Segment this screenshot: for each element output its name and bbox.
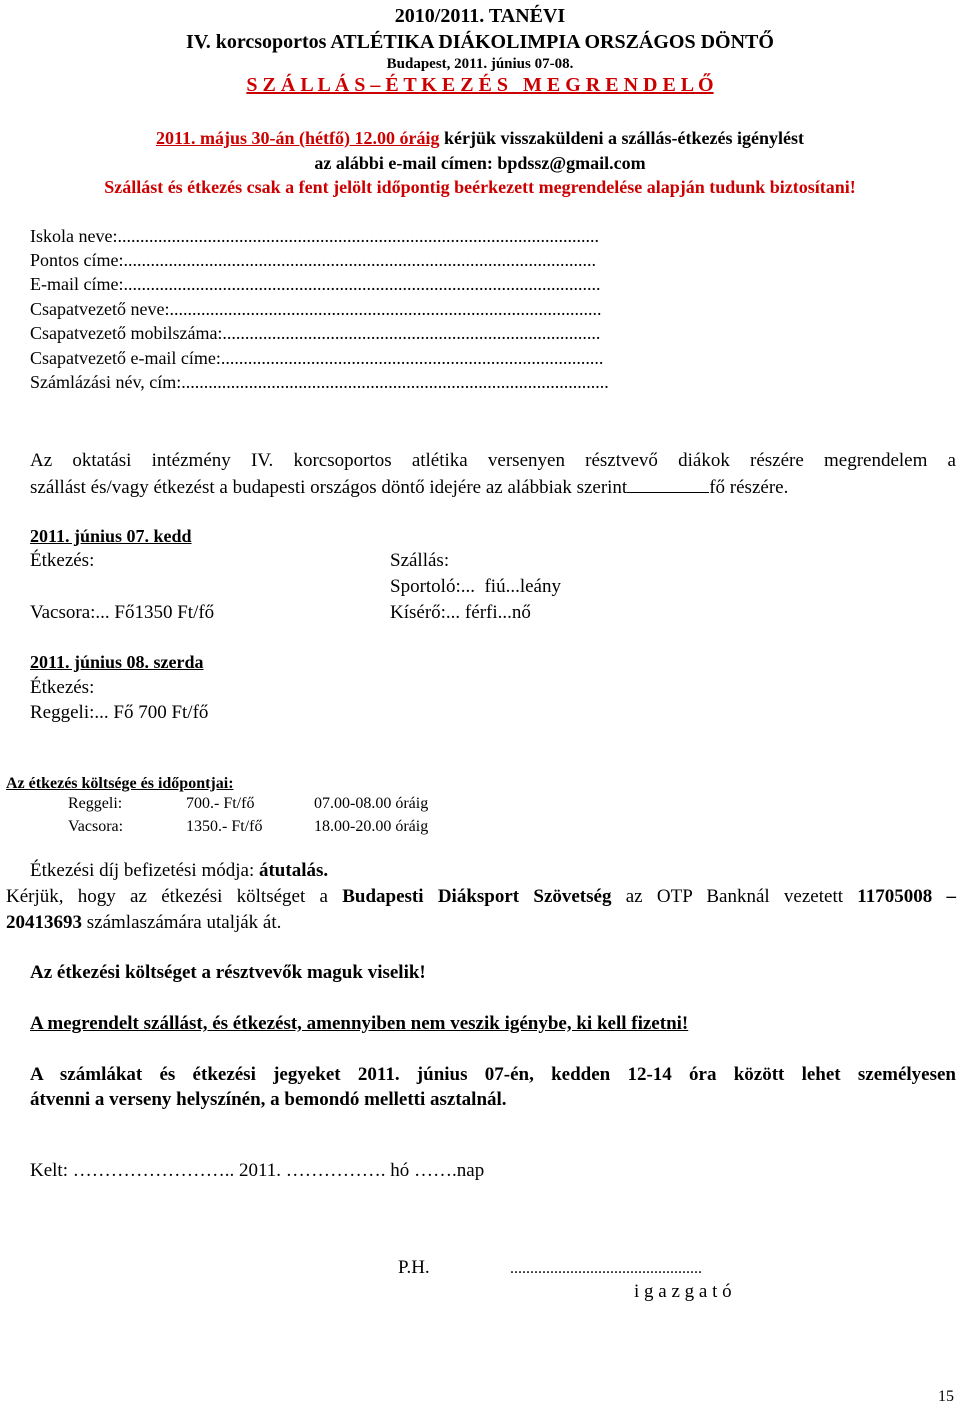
field-address[interactable]: Pontos címe:......................................................................................................... [30, 250, 596, 270]
deadline-email-line: az alábbi e-mail címen: bpdssz@gmail.com [314, 153, 646, 173]
cost-time: 07.00-08.00 óráig [314, 795, 429, 812]
field-team-leader-mobile[interactable]: Csapatvezető mobilszáma:.................................................................................... [30, 323, 601, 343]
payment-method-label: Étkezési díj befizetési módja: [30, 860, 259, 881]
page-number: 15 [938, 1388, 954, 1405]
payment-text-e: számlaszámára utalják át. [82, 912, 282, 933]
day1-date: 2011. június 07. kedd [30, 526, 192, 546]
cost-time: 18.00-20.00 óráig [314, 818, 429, 835]
table-row [68, 795, 428, 818]
note-pickup-line-1: A számlákat és étkezési jegyeket 2011. június 07-én, kedden 12-14 óra között lehet személyesen [30, 1064, 956, 1085]
account-number-part-2: 20413693 [6, 912, 82, 933]
intro-line-1: Az oktatási intézmény IV. korcsoportos atlétika versenyen résztvevő diákok részére megrendelem a [30, 450, 956, 471]
account-number-part-1: 11705008 – [857, 886, 957, 907]
field-team-leader-name[interactable]: Csapatvezető neve:................................................................................................ [30, 299, 602, 319]
cost-meal: Reggeli: [68, 795, 123, 812]
payment-text-a: Kérjük, hogy az étkezési költséget a [6, 886, 343, 907]
cost-meal: Vacsora: [68, 818, 124, 835]
signature-date-line[interactable]: Kelt: …………………….. 2011. ……………. hó …….nap [30, 1160, 485, 1181]
note-self-paid: Az étkezési költséget a résztvevők maguk viselik! [30, 962, 426, 983]
field-email[interactable]: E-mail címe:.......................................................................................................... [30, 274, 601, 294]
field-team-leader-email[interactable]: Csapatvezető e-mail címe:..................................................................................... [30, 348, 604, 368]
note-must-pay: A megrendelt szállást, és étkezést, amennyiben nem veszik igénybe, ki kell fizetni! [30, 1013, 689, 1034]
field-school-name[interactable]: Iskola neve:........................................................................................................... [30, 226, 599, 246]
event-title: IV. korcsoportos ATLÉTIKA DIÁKOLIMPIA ORSZÁGOS DÖNTŐ [186, 31, 774, 53]
day1-companion-lodging[interactable]: Kísérő:... férfi...nő [390, 602, 531, 623]
day1-meal-label: Étkezés: [30, 550, 95, 571]
signature-line[interactable]: ................................................ [510, 1260, 702, 1277]
deadline-warning: Szállást és étkezés csak a fent jelölt időpontig beérkezett megrendelése alapján tudunk biztosítani! [104, 177, 856, 197]
note-pickup-line-2: átvenni a verseny helyszínén, a bemondó melletti asztalnál. [30, 1089, 507, 1110]
day2-date: 2011. június 08. szerda [30, 652, 204, 672]
payment-instruction-line-2 [6, 912, 281, 934]
cost-price: 700.- Ft/fő [186, 795, 255, 812]
deadline-text: kérjük visszaküldeni a szállás-étkezés igénylést [439, 128, 804, 148]
intro-text: szállást és/vagy étkezést a budapesti országos döntő idejére az alábbiak szerint [30, 477, 628, 498]
stamp-label: P.H. [398, 1257, 430, 1278]
recipient-name: Budapesti Diáksport Szövetség [342, 886, 612, 907]
day1-lodging-label: Szállás: [390, 550, 450, 571]
costs-table [68, 795, 428, 841]
table-row [68, 818, 428, 841]
deadline-line-1 [0, 128, 960, 149]
payment-method-value: átutalás. [258, 860, 329, 881]
field-billing-name-address[interactable]: Számlázási név, cím:............................................................................................... [30, 372, 609, 392]
day2-meal-label: Étkezés: [30, 677, 95, 698]
deadline-date: 2011. május 30-án (hétfő) 12.00 óráig [156, 128, 440, 148]
intro-line-2 [30, 477, 788, 499]
payment-instruction-line-1 [6, 886, 956, 908]
payment-text-c: az OTP Banknál vezetett [611, 886, 858, 907]
day1-dinner-order[interactable]: Vacsora:... Fő1350 Ft/fő [30, 602, 215, 623]
day1-athlete-lodging[interactable]: Sportoló:... fiú...leány [390, 576, 561, 597]
event-place-date: Budapest, 2011. június 07-08. [386, 56, 574, 72]
signature-role: i g a z g a t ó [634, 1281, 732, 1302]
costs-heading: Az étkezés költsége és időpontjai: [6, 775, 234, 792]
school-year-heading: 2010/2011. TANÉVI [394, 5, 566, 27]
cost-price: 1350.- Ft/fő [186, 818, 263, 835]
form-title: S Z Á L L Á S – É T K E Z É S M E G R E N D E L Ő [246, 74, 714, 96]
headcount-blank[interactable] [627, 478, 709, 493]
intro-suffix: fő részére. [709, 477, 789, 498]
day2-breakfast-order[interactable]: Reggeli:... Fő 700 Ft/fő [30, 702, 209, 723]
payment-method [30, 860, 328, 882]
